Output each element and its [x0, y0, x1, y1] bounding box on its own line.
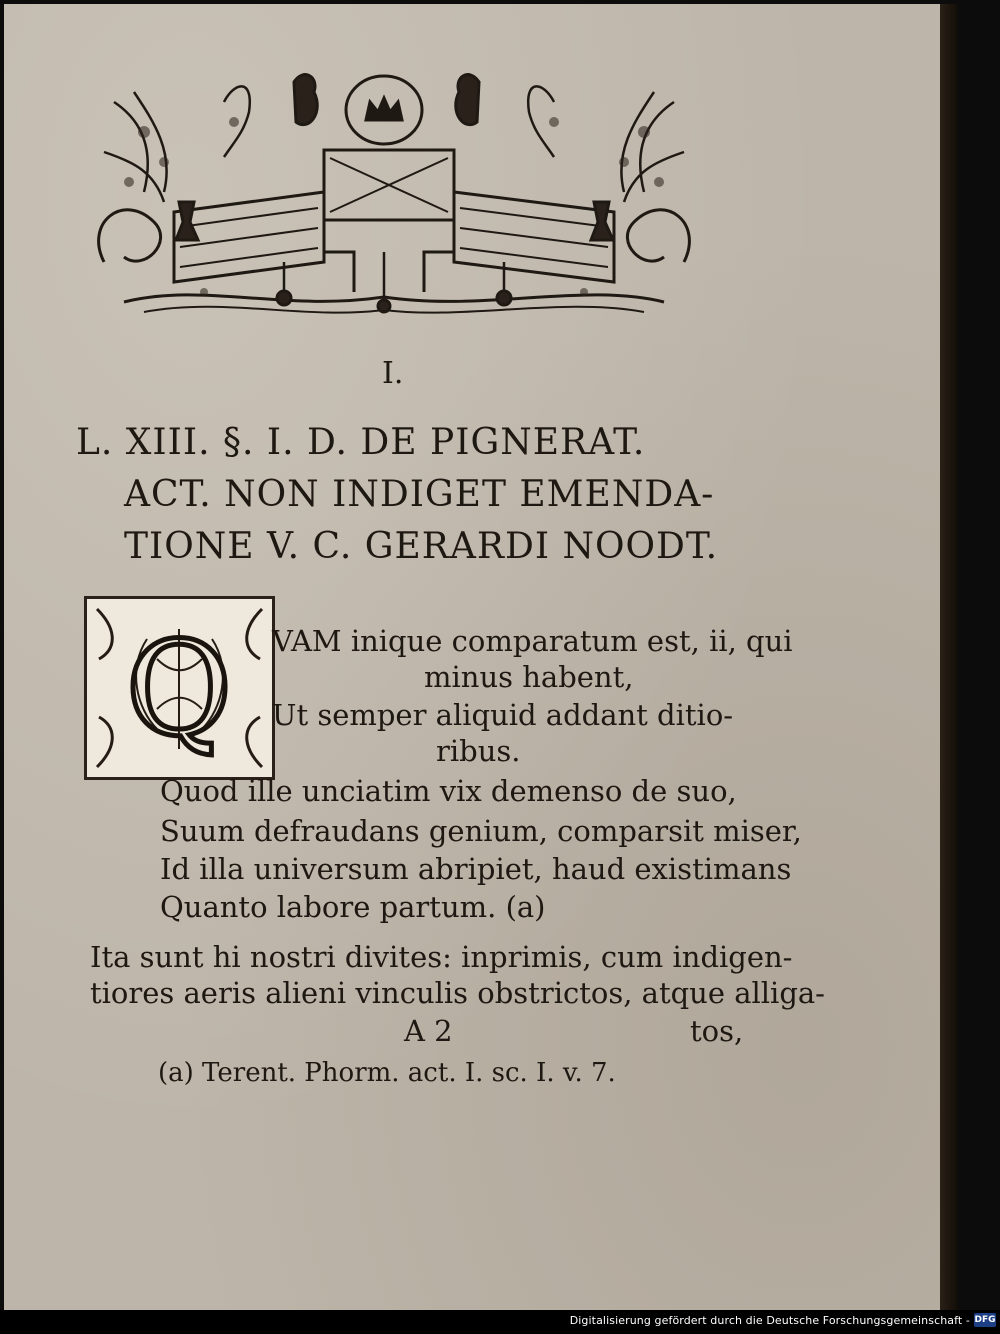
- verse-line-6: Suum defraudans genium, comparsit miser,: [160, 814, 802, 848]
- footnote: (a) Terent. Phorm. act. I. sc. I. v. 7.: [158, 1058, 616, 1088]
- digitization-credit: Digitalisierung gefördert durch die Deutsche Forschungsgemeinschaft -: [569, 1314, 970, 1327]
- prose-line-1: Ita sunt hi nostri divites: inprimis, cum indigen-: [90, 940, 793, 974]
- heading-line-3: TIONE V. C. GERARDI NOODT.: [124, 526, 719, 567]
- heading-line-1: L. XIII. §. I. D. DE PIGNERAT.: [76, 422, 646, 463]
- catchword: tos,: [690, 1014, 744, 1048]
- chapter-number: I.: [382, 356, 404, 391]
- verse-line-4: ribus.: [436, 734, 521, 768]
- prose-line-2: tiores aeris alieni vinculis obstrictos, atque alliga-: [90, 976, 825, 1010]
- initial-letter: Q: [125, 613, 233, 765]
- verse-line-1: VAM inique comparatum est, ii, qui: [272, 624, 793, 658]
- signature-mark: A 2: [404, 1014, 453, 1048]
- heading-line-2: ACT. NON INDIGET EMENDA-: [124, 474, 715, 515]
- book-page: [4, 4, 940, 1310]
- verse-line-5: Quod ille unciatim vix demenso de suo,: [160, 774, 737, 808]
- verse-line-7: Id illa universum abripiet, haud existimans: [160, 852, 792, 886]
- verse-line-2: minus habent,: [424, 660, 634, 694]
- decorated-initial: [84, 596, 275, 780]
- book-edge: [940, 4, 958, 1310]
- verse-line-8: Quanto labore partum. (a): [160, 890, 546, 924]
- verse-line-3: Ut semper aliquid addant ditio-: [272, 698, 734, 732]
- dfg-logo: DFG: [974, 1315, 996, 1325]
- ornamental-headpiece: [84, 62, 704, 322]
